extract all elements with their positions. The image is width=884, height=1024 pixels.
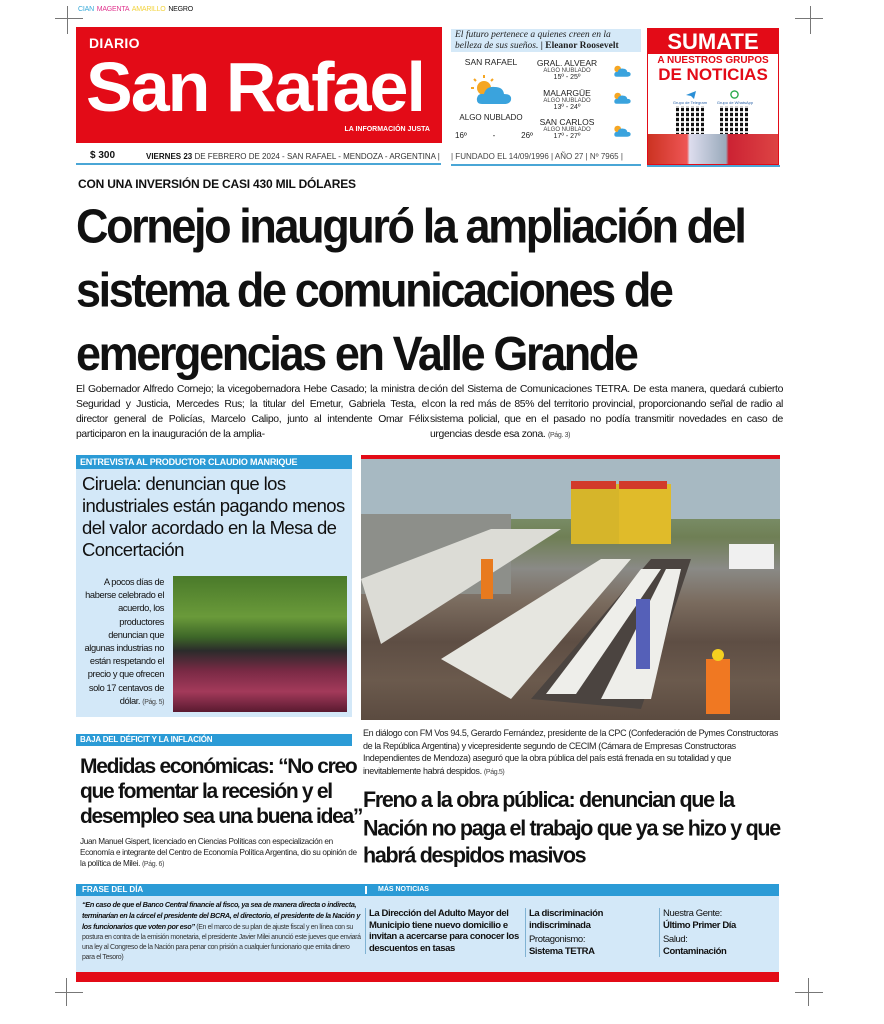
mas-noticias-item[interactable] — [663, 934, 778, 957]
color-magenta: MAGENTA — [96, 6, 130, 13]
page-ref[interactable]: (Pág. 3) — [548, 432, 571, 439]
weather-item — [532, 88, 602, 111]
quote-box — [451, 29, 641, 52]
weather-condition: ALGO NUBLADO — [543, 127, 591, 133]
news-title[interactable]: La Dirección del Adulto Mayor del Municipio tiene nuevo domicilio e invitan a acercarse para conocer los descuentos en tasas — [369, 908, 519, 954]
weather-condition: ALGO NUBLADO — [459, 113, 523, 122]
divider — [451, 164, 641, 166]
frase-context: (En el marco de su plan de ajuste fiscal y en línea con su postura en contra de la emisión monetaria, el presidente Javier Milei anunció este jueves que enviará una ley al Congreso de la Nación para penar con prisión a cualquier funcionario que emita dinero para el Tesoro) — [82, 924, 361, 961]
partly-cloudy-icon — [611, 62, 633, 78]
quote-text: El futuro pertenece a quienes creen en la belleza de sus sueños. — [455, 30, 611, 51]
mas-noticias-item[interactable] — [663, 908, 778, 931]
divider — [76, 163, 441, 165]
founded-line: | FUNDADO EL 14/09/1996 | AÑO 27 | Nº 7965 | — [451, 152, 623, 161]
ad-title: SUMATE — [648, 29, 778, 54]
logo-diario: DIARIO — [89, 35, 140, 51]
story-body — [80, 836, 358, 870]
crop-mark — [55, 992, 83, 993]
weather-temps: 17º - 27º — [553, 133, 581, 140]
mas-noticias-label: MÁS NOTICIAS — [378, 886, 429, 893]
news-label: Protagonismo: — [529, 934, 586, 945]
ciruela-story[interactable] — [76, 455, 352, 717]
news-title[interactable]: Último Primer Día — [663, 919, 736, 931]
news-title[interactable]: La discriminación indiscriminada — [529, 908, 603, 931]
news-label: Salud: — [663, 934, 688, 945]
frase-label: FRASE DEL DÍA — [82, 885, 144, 894]
whatsapp-label: Grupo de WhatsApp — [716, 100, 754, 105]
frase-quote: “En caso de que el Banco Central financie al fisco, ya sea de manera directa o indirecta, terminarían en la cárcel el presidente del BCRA, el directorio, el presidente de la Nación y los funcionarios que voten por eso” — [82, 900, 361, 931]
weather-max: 26º — [521, 131, 533, 140]
weather-temps: 15º - 25º — [553, 74, 581, 81]
road-construction-illustration — [361, 459, 780, 720]
weather-temps: 13º - 24º — [553, 104, 581, 111]
main-lead-col1: El Gobernador Alfredo Cornejo; la vicegobernadora Hebe Casado; la ministra de Seguridad y Justicia, Mercedes Rus; la titular del Emetur, Gabriela Testa, el director general de Policías, Marcelo Calipo, junto al intendente Omar Félix participaron en la inauguración de la amplia- — [76, 384, 429, 440]
qr-code-telegram[interactable] — [676, 106, 706, 136]
news-title[interactable]: Sistema TETRA — [529, 945, 595, 957]
plums-photo — [173, 576, 347, 712]
main-kicker: CON UNA INVERSIÓN DE CASI 430 MIL DÓLARES — [78, 177, 356, 191]
partly-cloudy-icon — [611, 122, 633, 138]
logo-name: San Rafael — [86, 48, 424, 126]
weather-condition: ALGO NUBLADO — [543, 98, 591, 104]
telegram-label: Grupo de Telegram — [672, 100, 708, 105]
mas-noticias-item[interactable] — [529, 934, 649, 957]
date-location: DE FEBRERO DE 2024 - SAN RAFAEL - MENDOZA - ARGENTINA | — [192, 152, 440, 161]
crop-mark — [810, 6, 811, 34]
frase-del-dia — [82, 900, 362, 963]
page-ref[interactable]: (Pág.5) — [483, 768, 505, 776]
weather-item — [532, 58, 602, 81]
news-title[interactable]: Contaminación — [663, 945, 727, 957]
bottom-red-bar — [76, 972, 779, 982]
weather-city: MALARGÜE — [543, 88, 591, 98]
story-label: ENTREVISTA AL PRODUCTOR CLAUDIO MANRIQUE — [76, 455, 352, 469]
main-lead-text: ción del Sistema de Comunicaciones TETRA. De esta manera, quedará cubierto con la red más de 85% del territorio provincial, proporcionando señal de radio al sistema policial, que en el pasado no podía transmitir novedades en caso de urgencias desde esa zona. — [430, 384, 783, 440]
road-construction-photo — [361, 455, 780, 720]
telegram-icon — [686, 91, 696, 99]
bottom-band — [76, 884, 779, 972]
qr-code-whatsapp[interactable] — [720, 106, 750, 136]
obra-publica-body — [363, 727, 783, 779]
weather-condition: ALGO NUBLADO — [543, 68, 591, 74]
crop-mark — [795, 992, 823, 993]
quote-author: | Eleanor Roosevelt — [540, 41, 619, 51]
partly-cloudy-icon — [470, 74, 516, 106]
news-label: Nuestra Gente: — [663, 908, 722, 919]
color-yellow: AMARILLO — [131, 6, 166, 13]
price: $ 300 — [90, 150, 116, 161]
crop-mark — [795, 18, 823, 19]
divider — [647, 165, 780, 167]
page-ref[interactable]: (Pág. 6) — [141, 861, 165, 868]
page-ref[interactable]: (Pág. 5) — [142, 698, 164, 706]
main-lead-col2 — [430, 382, 783, 443]
ad-subtitle-2: DE NOTICIAS — [658, 65, 768, 84]
divider — [365, 886, 367, 894]
weather-city: SAN CARLOS — [539, 117, 595, 127]
story-body — [80, 576, 164, 709]
story-text: Juan Manuel Gispert, licenciado en Ciencias Políticas con especialización en Economía e integrante del Centro de Economía Política Argentina, dio su opinión de la política de Milei. — [80, 837, 357, 868]
deficit-story[interactable] — [76, 734, 352, 746]
weather-city: GRAL. ALVEAR — [536, 58, 598, 68]
weather-item — [532, 117, 602, 140]
issue-date — [146, 152, 440, 161]
weather-city: SAN RAFAEL — [464, 57, 518, 67]
mas-noticias-item[interactable] — [365, 908, 524, 954]
logo-tagline: LA INFORMACIÓN JUSTA — [344, 126, 430, 133]
mas-noticias-col — [525, 908, 649, 957]
crop-mark — [808, 978, 809, 1006]
masthead-logo[interactable] — [76, 27, 442, 143]
story-text: A pocos días de haberse celebrado el acuerdo, los productores denuncian que algunas industrias no están respetando el precio y que ofrecen solo 17 centavos de dólar. — [84, 577, 164, 706]
crop-mark — [66, 978, 67, 1006]
story-headline[interactable]: Ciruela: denuncian que los industriales están pagando menos del valor acordado en la Mesa de Concertación — [82, 473, 345, 560]
sumate-ad[interactable] — [647, 28, 779, 165]
crop-mark — [55, 18, 83, 19]
crop-mark — [67, 6, 68, 34]
weather-main — [452, 57, 530, 67]
whatsapp-icon — [730, 90, 739, 99]
main-headline[interactable]: Cornejo inauguró la ampliación del sistema de comunicaciones de emergencias en Valle Grande — [76, 198, 745, 381]
color-cyan: CIAN — [78, 6, 94, 13]
story-headline[interactable]: Medidas económicas: “No creo que fomentar la recesión y el desempleo sea una buena idea” — [80, 755, 363, 828]
weather-sep: - — [492, 131, 496, 140]
partly-cloudy-icon — [611, 89, 633, 105]
weather-min: 16º — [455, 131, 467, 140]
color-black: NEGRO — [168, 6, 193, 13]
ad-subtitle: A NUESTROS GRUPOS — [657, 55, 769, 66]
mas-noticias-item[interactable] — [529, 908, 649, 931]
mas-noticias-col — [659, 908, 778, 957]
obra-publica-headline[interactable]: Freno a la obra pública: denuncian que la Nación no paga el trabajo que ya se hizo y que habrá despidos masivos — [363, 787, 780, 868]
story-text: En diálogo con FM Vos 94.5, Gerardo Fernández, presidente de la CPC (Confederación de Pymes Constructoras de la República Argentina) y vicepresidente segundo de CECIM (Cámara de Empresas Constructoras Independientes de Mendoza) aseguró que la obra pública del país está frenada en su totalidad y que inevitablemente habrá despidos. — [363, 728, 778, 776]
color-registration-bar — [78, 6, 194, 13]
ad-devices-image — [648, 134, 778, 164]
weekday-day: VIERNES 23 — [146, 152, 193, 161]
story-label: BAJA DEL DÉFICIT Y LA INFLACIÓN — [76, 734, 352, 746]
